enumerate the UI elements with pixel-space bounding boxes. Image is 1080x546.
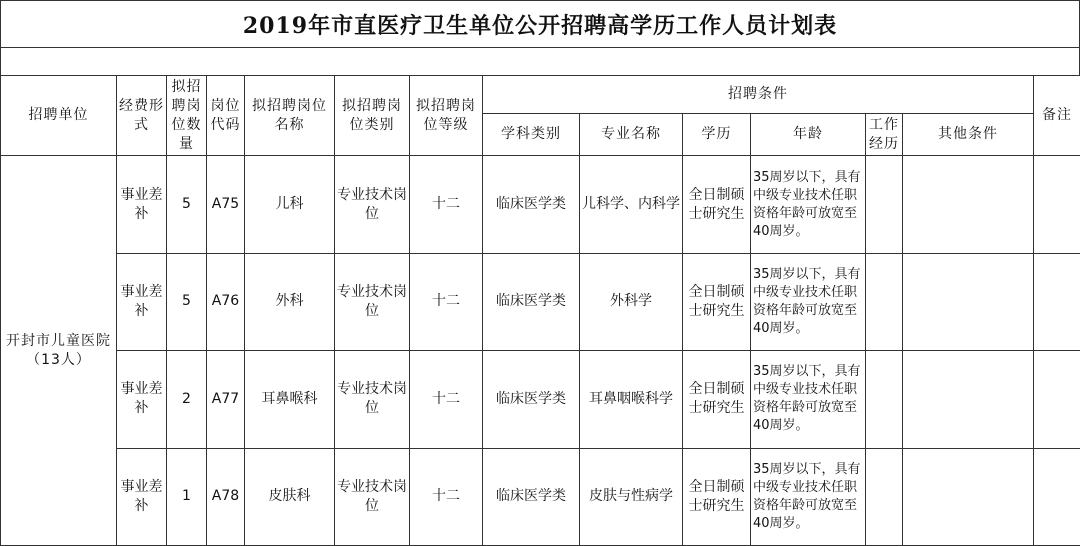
post-name-cell: 外科: [245, 253, 335, 350]
header-remarks: 备注: [1034, 76, 1080, 156]
post-level-cell: 十二: [410, 156, 483, 253]
funding-cell: 事业差补: [117, 448, 167, 545]
discipline-cell: 临床医学类: [483, 351, 580, 448]
count-cell: 1: [167, 448, 207, 545]
post-name-cell: 耳鼻喉科: [245, 351, 335, 448]
other-cell: [903, 351, 1034, 448]
post-code-cell: A75: [207, 156, 245, 253]
unit-name-cell: 开封市儿童医院（13人）: [1, 156, 117, 546]
header-post-level: 拟招聘岗位等级: [410, 76, 483, 156]
header-count: 拟招聘岗位数量: [167, 76, 207, 156]
remarks-cell: [1034, 253, 1080, 350]
page-title: 2019年市直医疗卫生单位公开招聘高学历工作人员计划表: [0, 0, 1080, 48]
experience-cell: [866, 156, 903, 253]
header-row-top: [1, 76, 1080, 114]
count-cell: 2: [167, 351, 207, 448]
education-cell: 全日制硕士研究生: [683, 253, 751, 350]
experience-cell: [866, 351, 903, 448]
post-level-cell: 十二: [410, 448, 483, 545]
post-name-cell: 儿科: [245, 156, 335, 253]
major-cell: 皮肤与性病学: [580, 448, 683, 545]
other-cell: [903, 448, 1034, 545]
discipline-cell: 临床医学类: [483, 448, 580, 545]
header-discipline: 学科类别: [483, 114, 580, 156]
header-unit: 招聘单位: [1, 76, 117, 156]
remarks-cell: [1034, 156, 1080, 253]
remarks-cell: [1034, 448, 1080, 545]
count-cell: 5: [167, 253, 207, 350]
header-post-code: 岗位代码: [207, 76, 245, 156]
post-category-cell: 专业技术岗位: [335, 156, 410, 253]
funding-cell: 事业差补: [117, 351, 167, 448]
table-row: [1, 156, 1080, 253]
table-row: [1, 351, 1080, 448]
post-category-cell: 专业技术岗位: [335, 351, 410, 448]
education-cell: 全日制硕士研究生: [683, 351, 751, 448]
header-other: 其他条件: [903, 114, 1034, 156]
header-conditions: 招聘条件: [483, 76, 1034, 114]
header-major: 专业名称: [580, 114, 683, 156]
header-funding: 经费形式: [117, 76, 167, 156]
post-code-cell: A78: [207, 448, 245, 545]
count-cell: 5: [167, 156, 207, 253]
major-cell: 外科学: [580, 253, 683, 350]
post-code-cell: A77: [207, 351, 245, 448]
header-experience: 工作经历: [866, 114, 903, 156]
remarks-cell: [1034, 351, 1080, 448]
funding-cell: 事业差补: [117, 156, 167, 253]
post-level-cell: 十二: [410, 253, 483, 350]
blank-row: [0, 47, 1080, 75]
major-cell: 耳鼻咽喉科学: [580, 351, 683, 448]
post-category-cell: 专业技术岗位: [335, 253, 410, 350]
age-cell: 35周岁以下，具有中级专业技术任职资格年龄可放宽至40周岁。: [751, 253, 866, 350]
header-age: 年龄: [751, 114, 866, 156]
funding-cell: 事业差补: [117, 253, 167, 350]
header-post-category: 拟招聘岗位类别: [335, 76, 410, 156]
experience-cell: [866, 448, 903, 545]
discipline-cell: 临床医学类: [483, 253, 580, 350]
table-row: [1, 253, 1080, 350]
experience-cell: [866, 253, 903, 350]
header-post-name: 拟招聘岗位名称: [245, 76, 335, 156]
other-cell: [903, 156, 1034, 253]
post-category-cell: 专业技术岗位: [335, 448, 410, 545]
age-cell: 35周岁以下，具有中级专业技术任职资格年龄可放宽至40周岁。: [751, 351, 866, 448]
education-cell: 全日制硕士研究生: [683, 156, 751, 253]
education-cell: 全日制硕士研究生: [683, 448, 751, 545]
major-cell: 儿科学、内科学: [580, 156, 683, 253]
post-code-cell: A76: [207, 253, 245, 350]
table-row: [1, 448, 1080, 545]
header-education: 学历: [683, 114, 751, 156]
age-cell: 35周岁以下，具有中级专业技术任职资格年龄可放宽至40周岁。: [751, 448, 866, 545]
post-name-cell: 皮肤科: [245, 448, 335, 545]
recruitment-table: [0, 75, 1080, 546]
discipline-cell: 临床医学类: [483, 156, 580, 253]
other-cell: [903, 253, 1034, 350]
post-level-cell: 十二: [410, 351, 483, 448]
age-cell: 35周岁以下，具有中级专业技术任职资格年龄可放宽至40周岁。: [751, 156, 866, 253]
